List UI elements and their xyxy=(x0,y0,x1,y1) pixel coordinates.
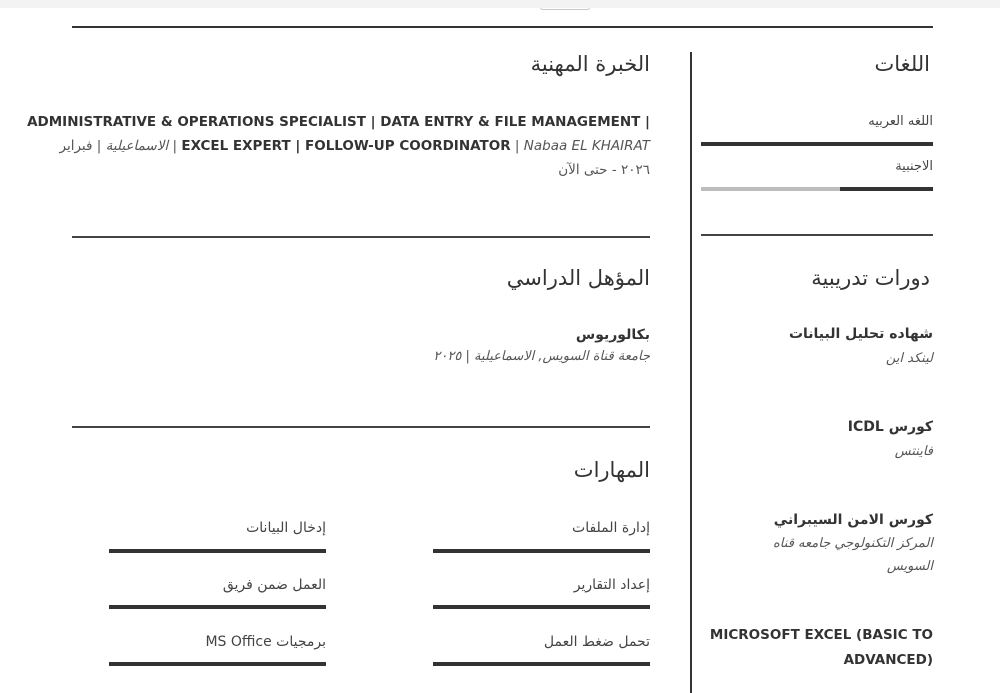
skill-bar xyxy=(109,549,326,553)
course-title: شهاده تحليل البيانات xyxy=(788,326,933,342)
experience-location: الاسماعيلية xyxy=(105,138,169,154)
experience-month: فبراير xyxy=(59,138,93,154)
experience-role-cont: EXCEL EXPERT | FOLLOW-UP COORDINATOR xyxy=(181,138,511,154)
course-title: كورس ICDL xyxy=(847,419,933,435)
experience-role: ADMINISTRATIVE & OPERATIONS SPECIALIST | DATA ENTRY & FILE MANAGEMENT | xyxy=(27,114,650,130)
resume-page xyxy=(0,8,1000,693)
skill-bar xyxy=(109,605,326,609)
top-divider xyxy=(72,26,933,28)
courses-heading: دورات تدريبية xyxy=(811,266,930,290)
skill-label: إعداد التقارير xyxy=(573,577,650,593)
language-arabic-label: اللغه العربيه xyxy=(868,114,933,129)
skill-label: تحمل ضغط العمل xyxy=(543,634,650,650)
language-foreign-bar-track xyxy=(701,187,933,191)
education-divider xyxy=(72,236,650,238)
language-arabic-bar-track xyxy=(701,142,933,146)
course-title: ADVANCED) xyxy=(843,652,933,668)
column-divider xyxy=(690,52,692,693)
skill-label: إدارة الملفات xyxy=(572,520,650,536)
skill-bar xyxy=(433,662,650,666)
skill-bar xyxy=(109,662,326,666)
experience-period: ٢٠٢٦ - حتى الآن xyxy=(558,162,650,178)
course-title: MICROSOFT EXCEL (BASIC TO xyxy=(709,627,933,643)
courses-divider xyxy=(701,234,933,236)
skills-divider xyxy=(72,426,650,428)
language-foreign-label: الاجنبية xyxy=(895,159,933,174)
languages-heading: اللغات xyxy=(874,52,930,76)
course-title: كورس الامن السيبراني xyxy=(773,512,933,528)
skill-label: العمل ضمن فريق xyxy=(222,577,326,593)
experience-role-line1 xyxy=(27,114,650,130)
course-org: السويس xyxy=(886,559,933,574)
top-tab xyxy=(540,8,590,10)
course-org: لينكد اين xyxy=(885,351,933,366)
experience-role-line2: EXCEL EXPERT | FOLLOW-UP COORDINATOR | Nabaa EL KHAIRAT | الاسماعيلية | فبراير xyxy=(59,138,650,154)
experience-heading: الخبرة المهنية xyxy=(530,52,650,76)
language-arabic-bar-fill xyxy=(701,142,933,146)
experience-company: Nabaa EL KHAIRAT xyxy=(523,138,650,154)
education-heading: المؤهل الدراسي xyxy=(506,266,650,290)
skill-label: إدخال البيانات xyxy=(246,520,326,536)
skills-heading: المهارات xyxy=(573,458,650,482)
skill-bar xyxy=(433,605,650,609)
course-org: فاينتس xyxy=(894,444,933,459)
skill-bar xyxy=(433,549,650,553)
education-degree: بكالوريوس xyxy=(575,327,650,343)
course-org: المركز التكنولوجي جامعه قناه xyxy=(773,536,933,551)
language-foreign-bar-fill xyxy=(840,187,933,191)
education-school: جامعة قناة السويس, الاسماعيلية | ٢٠٢٥ xyxy=(433,349,650,364)
skill-label: برمجيات MS Office xyxy=(205,634,326,650)
